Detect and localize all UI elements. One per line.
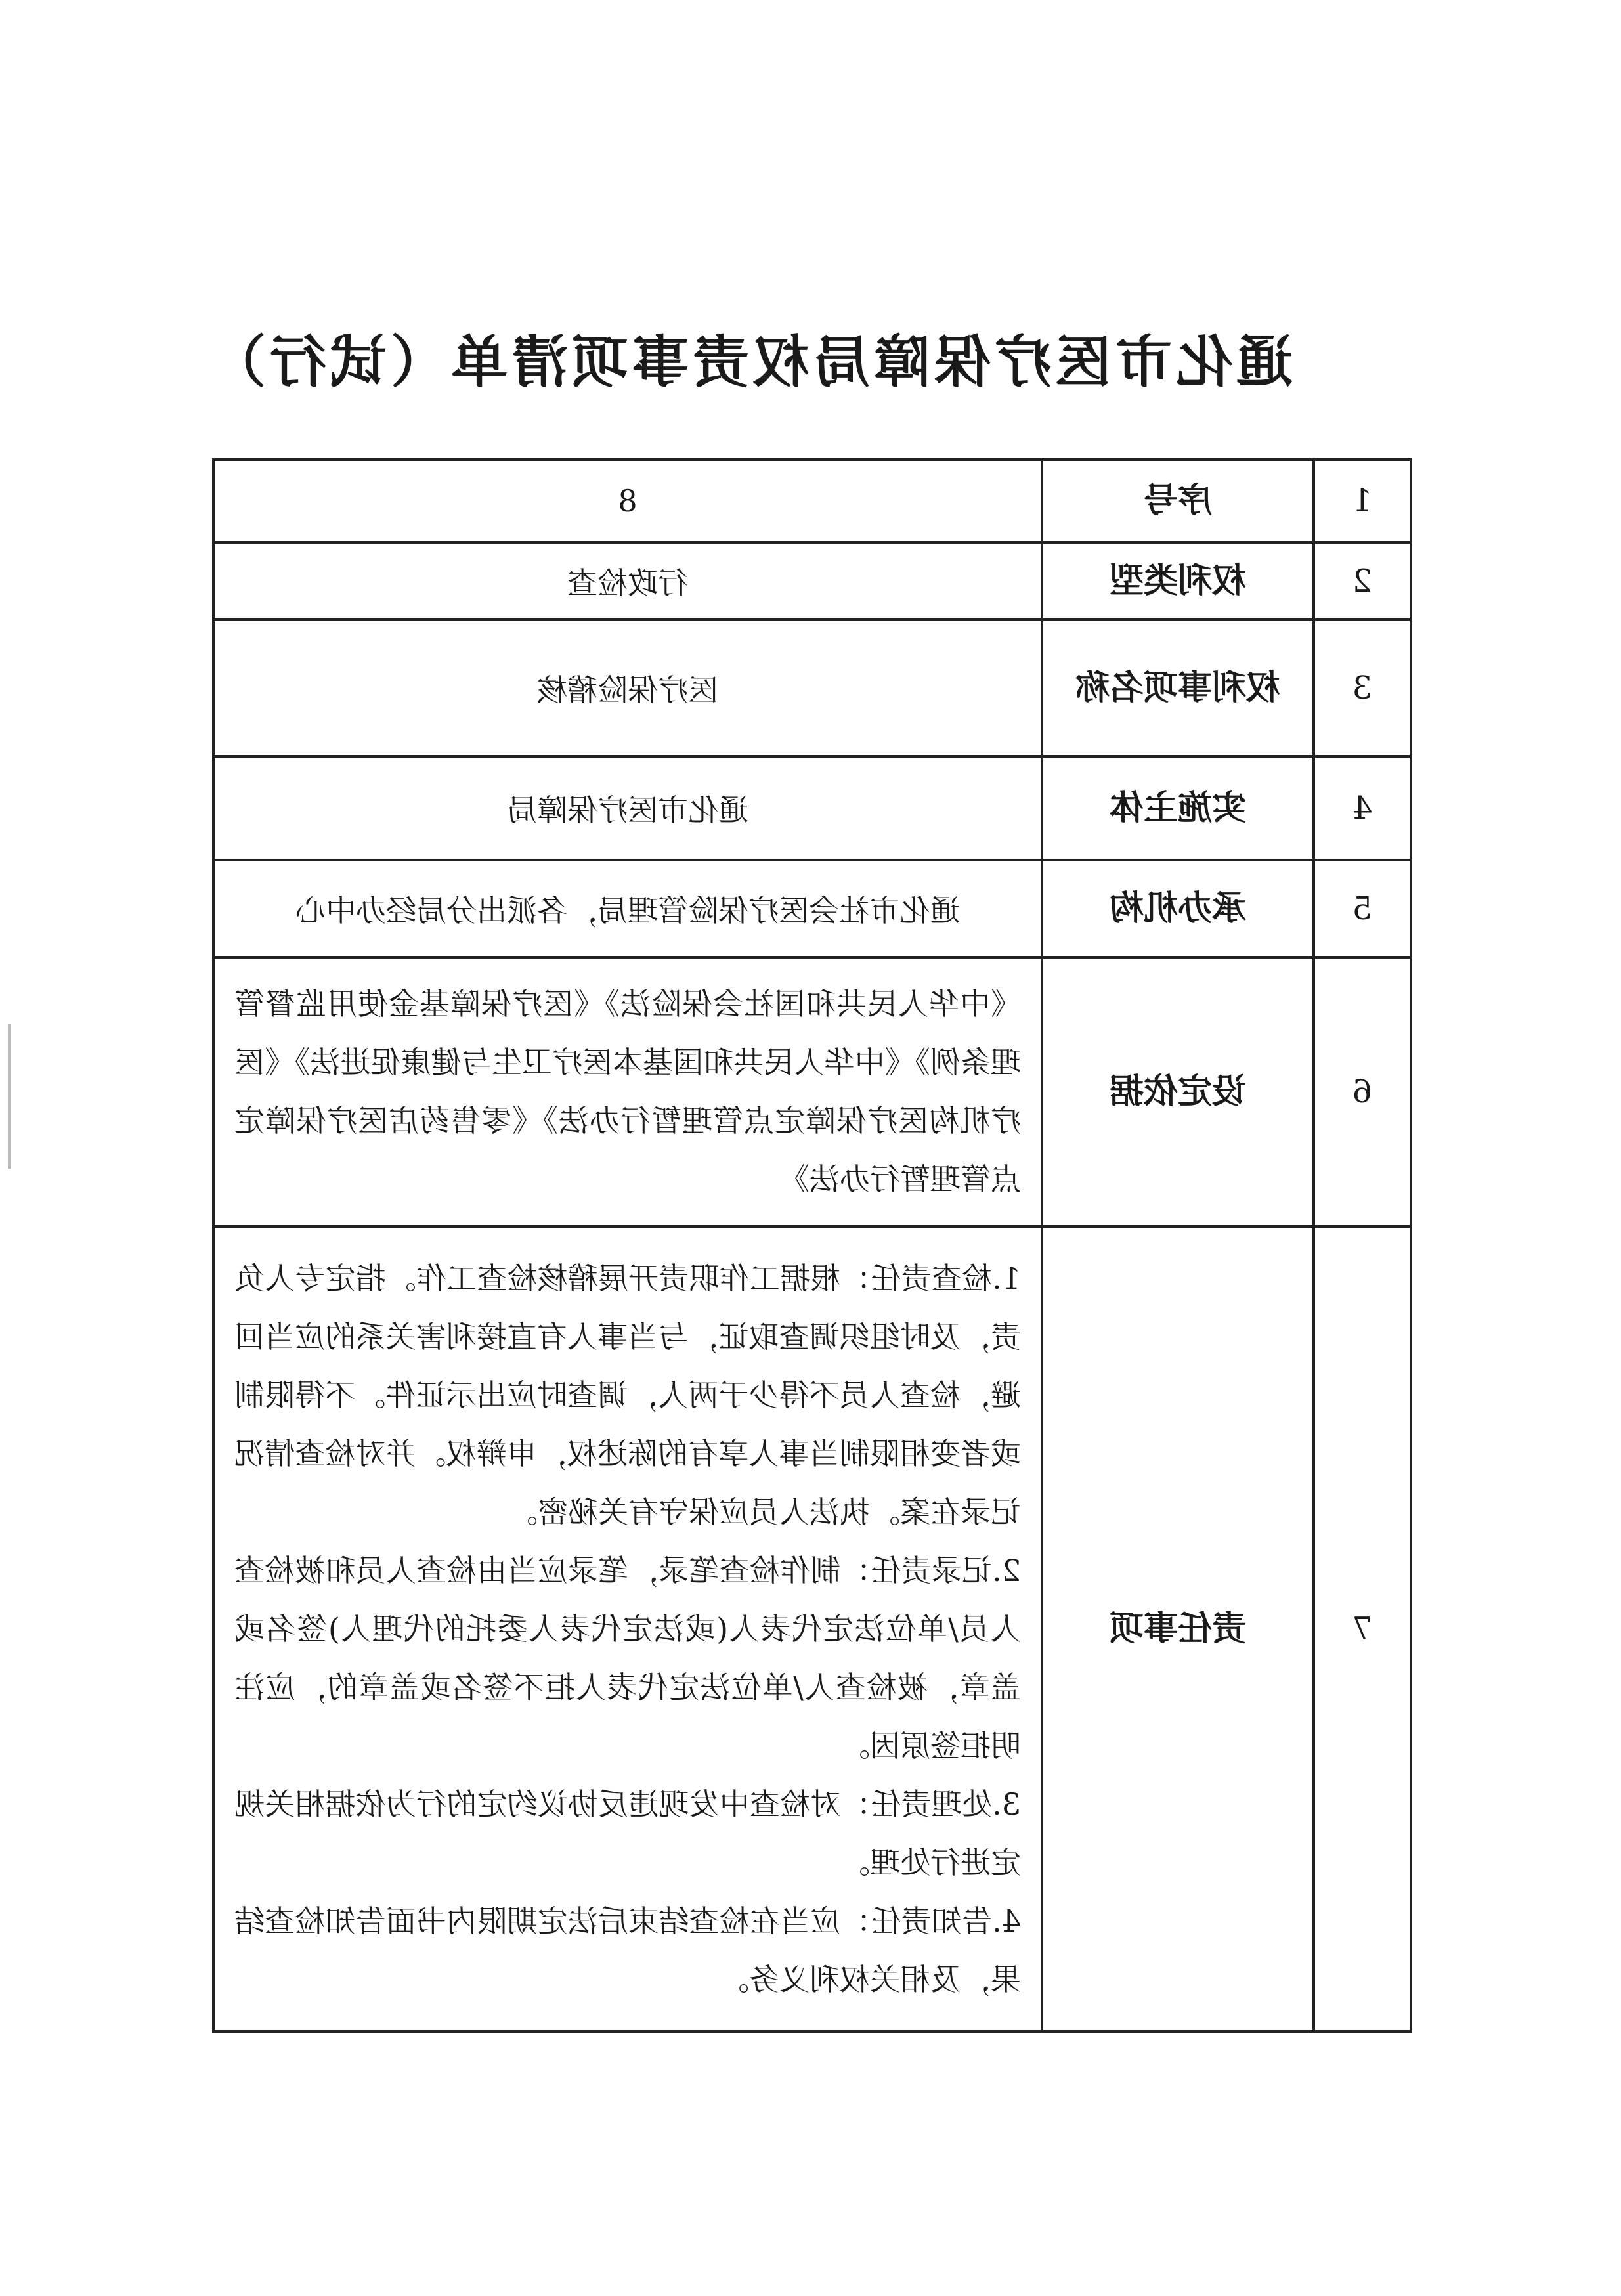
- responsibility-table: [212, 458, 1412, 2033]
- row-value: 8: [213, 460, 1042, 542]
- responsibility-list: [213, 1226, 1042, 2031]
- row-number: 1: [1314, 460, 1411, 542]
- row-label: 权利类型: [1042, 542, 1314, 620]
- table-row: [213, 860, 1411, 957]
- row-value: 医疗保险稽核: [213, 620, 1042, 756]
- table-row: [213, 756, 1411, 860]
- page-title: 通化市医疗保障局权责事项清单（试行）: [205, 329, 1293, 395]
- table-row: [213, 460, 1411, 542]
- row-number: 7: [1314, 1226, 1411, 2031]
- row-number: 5: [1314, 860, 1411, 957]
- responsibility-item: 3.处理责任：对检查中发现违反协议约定的行为依据相关规定进行处理。: [234, 1786, 1021, 1880]
- table-row: [213, 1226, 1411, 2031]
- row-label: 设定依据: [1042, 957, 1314, 1226]
- row-label: 权利事项名称: [1042, 620, 1314, 756]
- table-row: [213, 957, 1411, 1226]
- responsibility-item: 4.告知责任：应当在检查结束后法定期限内书面告知检查结果，及相关权利义务。: [234, 1903, 1021, 1997]
- row-label: 承办机构: [1042, 860, 1314, 957]
- row-label: 责任事项: [1042, 1226, 1314, 2031]
- row-number: 2: [1314, 542, 1411, 620]
- row-number: 4: [1314, 756, 1411, 860]
- row-value: 通化市医疗保障局: [213, 756, 1042, 860]
- table-row: [213, 542, 1411, 620]
- responsibility-item: 1.检查责任：根据工作职责开展稽核检查工作。指定专人负责，及时组织调查取证，与当事人有直接利害关系的应当回避，检查人员不得少于两人，调查时应出示证件。不得限制或者变相限制当事人享有的陈述权，申辩权。并对检查情况记录在案。执法人员应保守有关秘密。: [234, 1260, 1021, 1530]
- row-value: 通化市社会医疗保险管理局，各派出分局经办中心: [213, 860, 1042, 957]
- row-value: 《中华人民共和国社会保险法》《医疗保障基金使用监督管理条例》《中华人民共和国基本医疗卫生与健康促进法》《医疗机构医疗保障定点管理暂行办法》《零售药店医疗保障定点管理暂行办法》: [213, 957, 1042, 1226]
- scan-margin-line: [8, 1024, 11, 1169]
- row-number: 6: [1314, 957, 1411, 1226]
- responsibility-item: 2.记录责任：制作检查笔录，笔录应当由检查人员和被检查人员/单位法定代表人(或法定代表人委托的代理人)签名或盖章，被检查人/单位法定代表人拒不签名或盖章的，应注明拒签原因。: [234, 1552, 1021, 1764]
- row-label: 实施主体: [1042, 756, 1314, 860]
- row-value: 行政检查: [213, 542, 1042, 620]
- row-number: 3: [1314, 620, 1411, 756]
- table-row: [213, 620, 1411, 756]
- row-label: 序号: [1042, 460, 1314, 542]
